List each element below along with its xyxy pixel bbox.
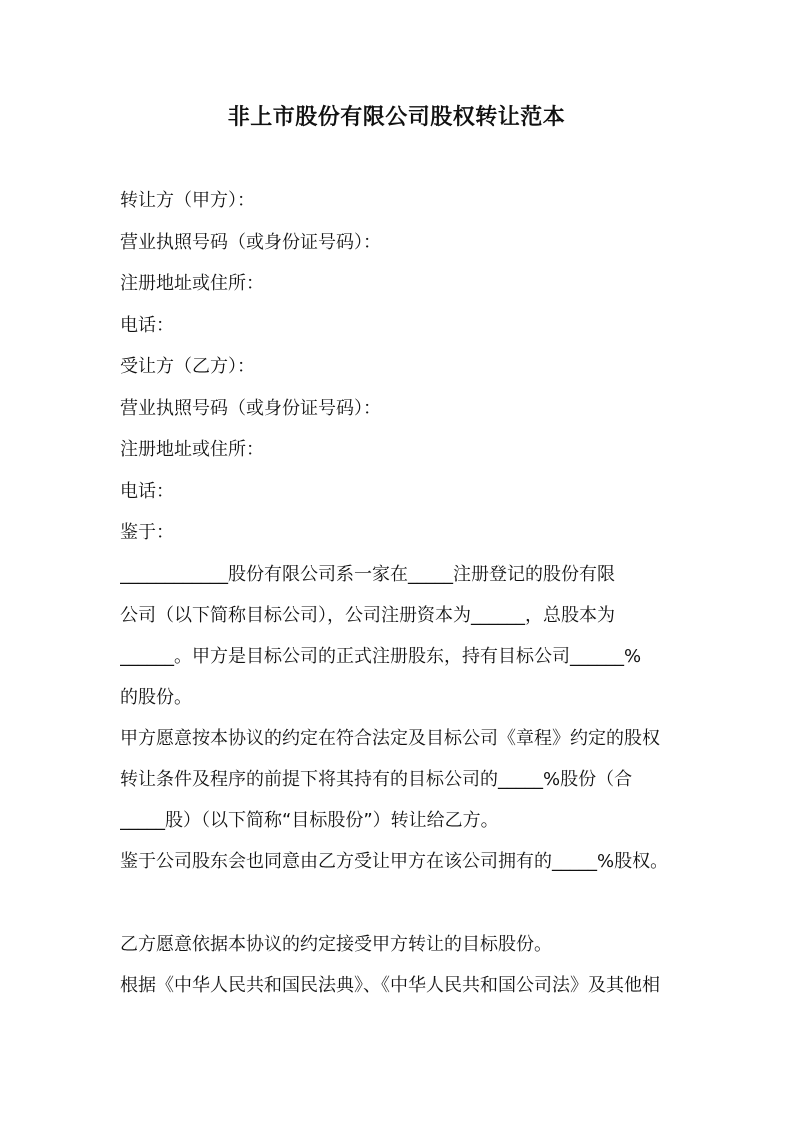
paragraph-line: 的股份。 xyxy=(120,686,192,708)
document-body xyxy=(120,184,695,1010)
transferee-phone-label: 电话： xyxy=(120,480,174,502)
paragraph-line: 甲方愿意按本协议的约定在符合法定及目标公司《章程》约定的股权 xyxy=(120,727,660,749)
paragraph-line: 根据《中华人民共和国民法典》、《中华人民共和国公司法》及其他相 xyxy=(120,974,660,996)
transferee-address-label: 注册地址或住所： xyxy=(120,439,264,460)
paragraph-line: ____________股份有限公司系一家在_____注册登记的股份有限 xyxy=(120,563,615,585)
paragraph-line: 乙方愿意依据本协议的约定接受甲方转让的目标股份。 xyxy=(120,933,552,955)
paragraph-line: 公司（以下简称目标公司），公司注册资本为______，总股本为 xyxy=(120,604,615,626)
transferor-address-label: 注册地址或住所： xyxy=(120,273,264,294)
paragraph-line: 转让条件及程序的前提下将其持有的目标公司的_____%股份（合 xyxy=(120,768,633,790)
transferor-phone-label: 电话： xyxy=(120,314,174,336)
paragraph-line: _____股）（以下简称“目标股份”）转让给乙方。 xyxy=(120,810,499,832)
transferee-license-label: 营业执照号码（或身份证号码）： xyxy=(120,397,381,419)
transferor-license-label: 营业执照号码（或身份证号码）： xyxy=(120,231,381,253)
whereas-label: 鉴于： xyxy=(120,522,174,543)
transferor-label: 转让方（甲方）： xyxy=(120,190,255,211)
paragraph-line: 鉴于公司股东会也同意由乙方受让甲方在该公司拥有的_____%股权。 xyxy=(120,851,669,873)
blank-line xyxy=(120,886,695,928)
transferee-label: 受让方（乙方）： xyxy=(120,356,255,377)
paragraph-line: ______。甲方是目标公司的正式注册股东，持有目标公司______% xyxy=(120,645,642,667)
document-title: 非上市股份有限公司股权转让范本 xyxy=(227,105,566,130)
